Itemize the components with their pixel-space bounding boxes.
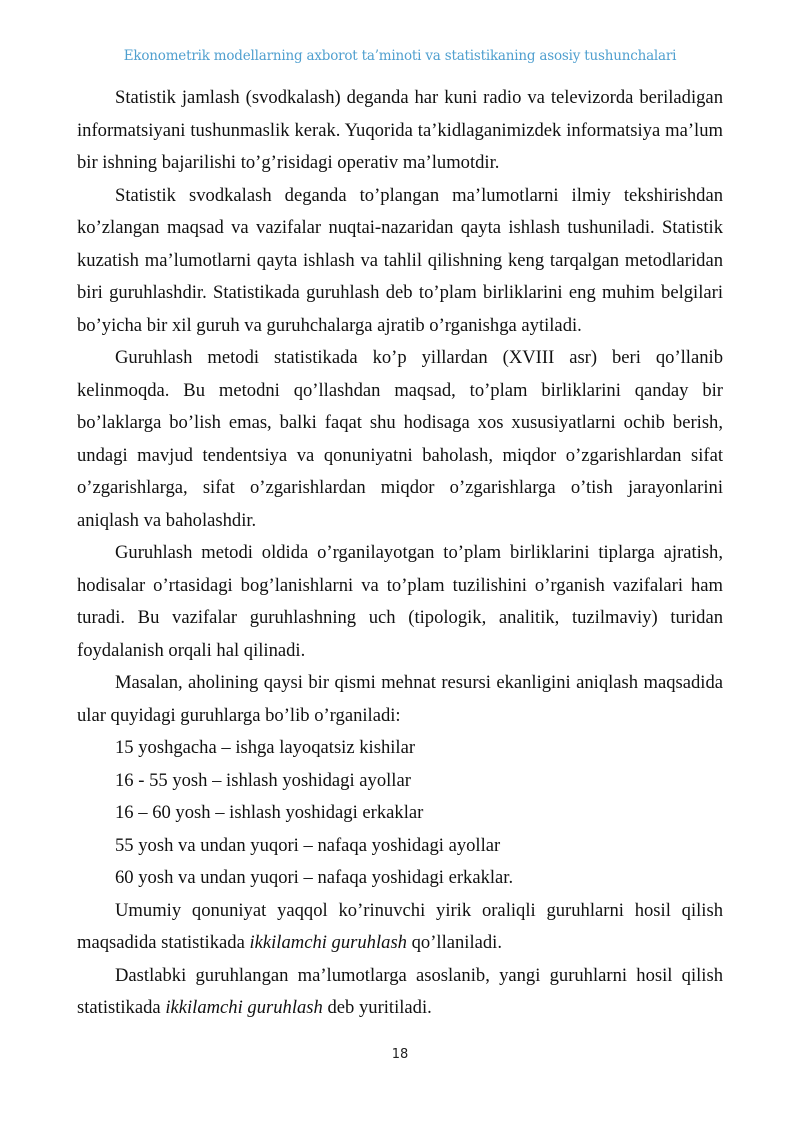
paragraph-8-end: deb yuritiladi.: [322, 997, 432, 1018]
list-item: 16 - 55 yosh – ishlash yoshidagi ayollar: [115, 769, 411, 791]
paragraph-1: Statistik jamlash (svodkalash) deganda har kuni radio va televizorda beriladigan informatsiyani tushunmaslik kerak. Yuqorida ta’kidlaganimizdek informatsiya ma’lum bir ishning bajarilishi to’g’risidagi operativ ma’lumotdir.: [77, 87, 723, 173]
paragraph-2: Statistik svodkalash deganda to’plangan ma’lumotlarni ilmiy tekshirishdan ko’zlangan maqsad va vazifalar nuqtai-nazaridan qayta ishlash tushuniladi. Statistik kuzatish ma’lumotlarni qayta ishlash va tahlil qilishning keng tarqalgan metodlaridan biri guruhlashdir. Statistikada guruhlash deb to’plam birliklarini eng muhim belgilari bo’yicha bir xil guruh va guruhchalarga ajratib o’rganishga aytiladi.: [77, 184, 723, 336]
body-text: [77, 82, 723, 1025]
running-header: Ekonometrik modellarning axborot ta’minoti va statistikaning asosiy tushunchalari: [123, 48, 677, 64]
paragraph-4: Guruhlash metodi oldida o’rganilayotgan to’plam birliklarini tiplarga ajratish, hodisalar o’rtasidagi bog’lanishlarni va to’plam tuzilishini o’rganish vazifalari ham turadi. Bu vazifalar guruhlashning uch (tipologik, analitik, tuzilmaviy) turidan foydalanish orqali hal qilinadi.: [77, 542, 723, 661]
paragraph-8: [77, 960, 723, 1025]
paragraph-8-term: ikkilamchi guruhlash: [165, 997, 323, 1018]
paragraph-3: Guruhlash metodi statistikada ko’p yillardan (XVIII asr) beri qo’llanib kelinmoqda. Bu metodni qo’llashdan maqsad, to’plam birliklarini qanday bir bo’laklarga bo’lish emas, balki faqat shu hodisaga xos xususiyatlarni ochib berish, undagi mavjud tendentsiya va qonuniyatni baholash, miqdor o’zgarishlardan sifat o’zgarishlarga, sifat o’zgarishlardan miqdor o’zgarishlarga o’tish jarayonlarini aniqlash va baholashdir.: [77, 347, 723, 531]
list-item: 15 yoshgacha – ishga layoqatsiz kishilar: [115, 737, 416, 758]
paragraph-7-end: qo’llaniladi.: [406, 932, 502, 953]
paragraph-7-text: Umumiy qonuniyat yaqqol ko’rinuvchi yirik oraliqli guruhlarni hosil qilish maqsadida statistikada: [77, 899, 723, 953]
paragraph-7-term: ikkilamchi guruhlash: [249, 932, 407, 953]
paragraph-8-text: Dastlabki guruhlangan ma’lumotlarga asoslanib, yangi guruhlarni hosil qilish statistikada: [77, 964, 723, 1018]
list-item: 16 – 60 yosh – ishlash yoshidagi erkaklar: [115, 802, 424, 823]
page-number: 18: [391, 1047, 409, 1062]
paragraph-7: [77, 895, 723, 960]
paragraph-5: Masalan, aholining qaysi bir qismi mehnat resursi ekanligini aniqlash maqsadida ular quyidagi guruhlarga bo’lib o’rganiladi:: [77, 672, 723, 726]
list-item: 55 yosh va undan yuqori – nafaqa yoshidagi ayollar: [115, 834, 501, 856]
list-item: 60 yosh va undan yuqori – nafaqa yoshidagi erkaklar.: [115, 867, 514, 888]
